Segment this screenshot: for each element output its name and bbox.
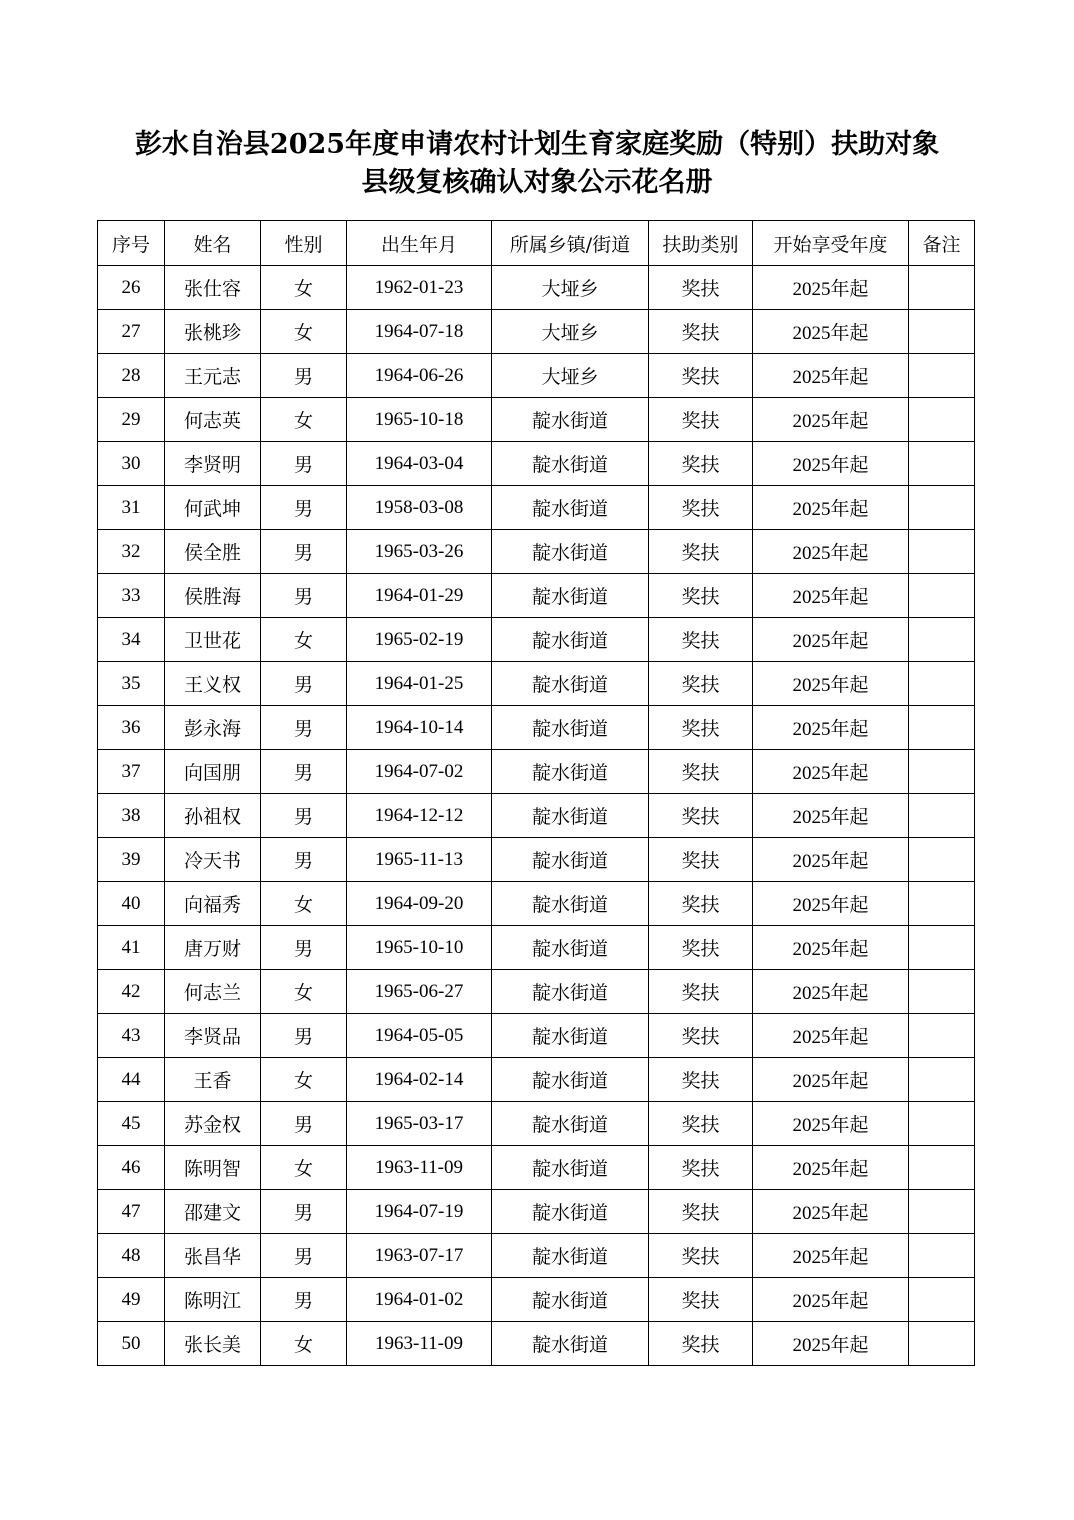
cell-remarks [909, 574, 975, 618]
cell-index: 37 [98, 750, 165, 794]
cell-start-year: 2025年起 [753, 1278, 909, 1322]
cell-gender: 男 [261, 442, 347, 486]
cell-birthdate: 1964-09-20 [347, 882, 492, 926]
cell-index: 39 [98, 838, 165, 882]
cell-birthdate: 1964-02-14 [347, 1058, 492, 1102]
table-row [98, 750, 975, 794]
cell-birthdate: 1964-01-25 [347, 662, 492, 706]
table-row [98, 1146, 975, 1190]
table-row [98, 662, 975, 706]
cell-remarks [909, 1322, 975, 1366]
cell-remarks [909, 926, 975, 970]
table-row [98, 838, 975, 882]
cell-township: 靛水街道 [492, 838, 649, 882]
cell-township: 靛水街道 [492, 1322, 649, 1366]
table-row [98, 1322, 975, 1366]
cell-name: 张昌华 [165, 1234, 261, 1278]
cell-name: 陈明江 [165, 1278, 261, 1322]
table-row [98, 354, 975, 398]
cell-birthdate: 1965-06-27 [347, 970, 492, 1014]
table-row [98, 794, 975, 838]
cell-start-year: 2025年起 [753, 838, 909, 882]
cell-aid-type: 奖扶 [649, 530, 753, 574]
cell-start-year: 2025年起 [753, 926, 909, 970]
cell-birthdate: 1965-11-13 [347, 838, 492, 882]
cell-gender: 男 [261, 1014, 347, 1058]
cell-birthdate: 1964-05-05 [347, 1014, 492, 1058]
cell-name: 邵建文 [165, 1190, 261, 1234]
cell-aid-type: 奖扶 [649, 1014, 753, 1058]
cell-aid-type: 奖扶 [649, 1058, 753, 1102]
cell-remarks [909, 442, 975, 486]
cell-name: 侯全胜 [165, 530, 261, 574]
cell-birthdate: 1965-10-10 [347, 926, 492, 970]
cell-gender: 男 [261, 838, 347, 882]
cell-index: 32 [98, 530, 165, 574]
cell-remarks [909, 354, 975, 398]
table-row [98, 970, 975, 1014]
cell-index: 33 [98, 574, 165, 618]
cell-gender: 男 [261, 662, 347, 706]
cell-township: 靛水街道 [492, 750, 649, 794]
cell-index: 31 [98, 486, 165, 530]
cell-township: 靛水街道 [492, 486, 649, 530]
cell-remarks [909, 486, 975, 530]
cell-gender: 女 [261, 1146, 347, 1190]
cell-gender: 女 [261, 1058, 347, 1102]
cell-remarks [909, 618, 975, 662]
cell-aid-type: 奖扶 [649, 838, 753, 882]
table-row [98, 1278, 975, 1322]
cell-gender: 男 [261, 354, 347, 398]
cell-name: 张桃珍 [165, 310, 261, 354]
cell-birthdate: 1958-03-08 [347, 486, 492, 530]
cell-township: 靛水街道 [492, 1058, 649, 1102]
cell-birthdate: 1964-07-19 [347, 1190, 492, 1234]
table-row [98, 486, 975, 530]
cell-birthdate: 1965-02-19 [347, 618, 492, 662]
cell-birthdate: 1965-03-17 [347, 1102, 492, 1146]
cell-township: 靛水街道 [492, 926, 649, 970]
cell-name: 苏金权 [165, 1102, 261, 1146]
cell-aid-type: 奖扶 [649, 1190, 753, 1234]
cell-index: 35 [98, 662, 165, 706]
cell-name: 何志英 [165, 398, 261, 442]
cell-start-year: 2025年起 [753, 706, 909, 750]
col-header-start-year: 开始享受年度 [753, 221, 909, 266]
cell-start-year: 2025年起 [753, 750, 909, 794]
cell-aid-type: 奖扶 [649, 706, 753, 750]
cell-index: 36 [98, 706, 165, 750]
cell-name: 卫世花 [165, 618, 261, 662]
cell-township: 靛水街道 [492, 706, 649, 750]
cell-birthdate: 1964-01-29 [347, 574, 492, 618]
cell-township: 靛水街道 [492, 1190, 649, 1234]
cell-gender: 男 [261, 750, 347, 794]
cell-aid-type: 奖扶 [649, 618, 753, 662]
cell-birthdate: 1963-07-17 [347, 1234, 492, 1278]
cell-birthdate: 1964-10-14 [347, 706, 492, 750]
cell-start-year: 2025年起 [753, 1190, 909, 1234]
header-row [98, 221, 975, 266]
cell-township: 靛水街道 [492, 442, 649, 486]
col-header-township: 所属乡镇/街道 [492, 221, 649, 266]
col-header-name: 姓名 [165, 221, 261, 266]
cell-start-year: 2025年起 [753, 882, 909, 926]
cell-start-year: 2025年起 [753, 1146, 909, 1190]
cell-name: 向国朋 [165, 750, 261, 794]
table-body [98, 266, 975, 1366]
table-row [98, 574, 975, 618]
table-row [98, 266, 975, 310]
cell-start-year: 2025年起 [753, 574, 909, 618]
col-header-aid-type: 扶助类别 [649, 221, 753, 266]
cell-name: 张仕容 [165, 266, 261, 310]
cell-gender: 男 [261, 1234, 347, 1278]
table-row [98, 1014, 975, 1058]
cell-start-year: 2025年起 [753, 310, 909, 354]
cell-name: 陈明智 [165, 1146, 261, 1190]
roster-table [97, 220, 975, 1366]
cell-index: 38 [98, 794, 165, 838]
cell-birthdate: 1964-12-12 [347, 794, 492, 838]
document-title [0, 126, 1074, 202]
cell-index: 42 [98, 970, 165, 1014]
cell-index: 45 [98, 1102, 165, 1146]
cell-birthdate: 1965-10-18 [347, 398, 492, 442]
cell-remarks [909, 662, 975, 706]
cell-remarks [909, 794, 975, 838]
col-header-index: 序号 [98, 221, 165, 266]
cell-gender: 男 [261, 706, 347, 750]
cell-aid-type: 奖扶 [649, 882, 753, 926]
table-row [98, 1190, 975, 1234]
cell-index: 41 [98, 926, 165, 970]
table-header [98, 221, 975, 266]
table-row [98, 882, 975, 926]
cell-gender: 女 [261, 970, 347, 1014]
cell-aid-type: 奖扶 [649, 574, 753, 618]
cell-index: 44 [98, 1058, 165, 1102]
cell-gender: 男 [261, 794, 347, 838]
cell-remarks [909, 1190, 975, 1234]
cell-birthdate: 1964-06-26 [347, 354, 492, 398]
cell-township: 靛水街道 [492, 1234, 649, 1278]
cell-index: 49 [98, 1278, 165, 1322]
col-header-gender: 性别 [261, 221, 347, 266]
cell-remarks [909, 1234, 975, 1278]
cell-remarks [909, 970, 975, 1014]
cell-township: 靛水街道 [492, 1278, 649, 1322]
cell-index: 43 [98, 1014, 165, 1058]
cell-name: 孙祖权 [165, 794, 261, 838]
cell-index: 48 [98, 1234, 165, 1278]
cell-gender: 女 [261, 310, 347, 354]
table-row [98, 1234, 975, 1278]
cell-aid-type: 奖扶 [649, 926, 753, 970]
table-row [98, 398, 975, 442]
cell-gender: 男 [261, 1102, 347, 1146]
cell-start-year: 2025年起 [753, 970, 909, 1014]
cell-township: 大垭乡 [492, 266, 649, 310]
cell-aid-type: 奖扶 [649, 486, 753, 530]
cell-aid-type: 奖扶 [649, 1102, 753, 1146]
title-line-2: 县级复核确认对象公示花名册 [361, 167, 713, 198]
table-row [98, 310, 975, 354]
cell-aid-type: 奖扶 [649, 354, 753, 398]
cell-index: 29 [98, 398, 165, 442]
cell-start-year: 2025年起 [753, 662, 909, 706]
cell-name: 何武坤 [165, 486, 261, 530]
cell-remarks [909, 882, 975, 926]
cell-birthdate: 1962-01-23 [347, 266, 492, 310]
cell-name: 张长美 [165, 1322, 261, 1366]
cell-remarks [909, 1058, 975, 1102]
cell-index: 34 [98, 618, 165, 662]
cell-township: 靛水街道 [492, 398, 649, 442]
cell-aid-type: 奖扶 [649, 310, 753, 354]
cell-name: 何志兰 [165, 970, 261, 1014]
cell-aid-type: 奖扶 [649, 794, 753, 838]
cell-remarks [909, 266, 975, 310]
cell-name: 王元志 [165, 354, 261, 398]
cell-township: 大垭乡 [492, 310, 649, 354]
cell-start-year: 2025年起 [753, 530, 909, 574]
cell-name: 李贤品 [165, 1014, 261, 1058]
cell-aid-type: 奖扶 [649, 1278, 753, 1322]
cell-gender: 女 [261, 398, 347, 442]
cell-index: 40 [98, 882, 165, 926]
cell-gender: 男 [261, 1190, 347, 1234]
cell-township: 靛水街道 [492, 1014, 649, 1058]
cell-index: 28 [98, 354, 165, 398]
cell-remarks [909, 310, 975, 354]
cell-start-year: 2025年起 [753, 398, 909, 442]
cell-aid-type: 奖扶 [649, 266, 753, 310]
cell-gender: 男 [261, 486, 347, 530]
cell-start-year: 2025年起 [753, 1322, 909, 1366]
cell-remarks [909, 398, 975, 442]
table-row [98, 530, 975, 574]
cell-gender: 男 [261, 574, 347, 618]
cell-township: 靛水街道 [492, 1146, 649, 1190]
cell-aid-type: 奖扶 [649, 442, 753, 486]
cell-birthdate: 1964-03-04 [347, 442, 492, 486]
cell-start-year: 2025年起 [753, 794, 909, 838]
cell-birthdate: 1964-07-18 [347, 310, 492, 354]
table-row [98, 706, 975, 750]
cell-index: 47 [98, 1190, 165, 1234]
cell-aid-type: 奖扶 [649, 1234, 753, 1278]
cell-aid-type: 奖扶 [649, 970, 753, 1014]
cell-index: 46 [98, 1146, 165, 1190]
cell-birthdate: 1963-11-09 [347, 1146, 492, 1190]
cell-township: 大垭乡 [492, 354, 649, 398]
cell-index: 27 [98, 310, 165, 354]
cell-aid-type: 奖扶 [649, 1322, 753, 1366]
cell-gender: 男 [261, 1278, 347, 1322]
cell-aid-type: 奖扶 [649, 1146, 753, 1190]
cell-name: 唐万财 [165, 926, 261, 970]
cell-township: 靛水街道 [492, 882, 649, 926]
cell-remarks [909, 750, 975, 794]
cell-index: 26 [98, 266, 165, 310]
cell-aid-type: 奖扶 [649, 750, 753, 794]
cell-township: 靛水街道 [492, 618, 649, 662]
cell-township: 靛水街道 [492, 662, 649, 706]
cell-remarks [909, 1014, 975, 1058]
cell-birthdate: 1964-01-02 [347, 1278, 492, 1322]
cell-start-year: 2025年起 [753, 354, 909, 398]
cell-start-year: 2025年起 [753, 618, 909, 662]
cell-birthdate: 1964-07-02 [347, 750, 492, 794]
cell-remarks [909, 1278, 975, 1322]
cell-name: 侯胜海 [165, 574, 261, 618]
cell-remarks [909, 706, 975, 750]
cell-remarks [909, 530, 975, 574]
cell-name: 王义权 [165, 662, 261, 706]
cell-aid-type: 奖扶 [649, 662, 753, 706]
cell-birthdate: 1965-03-26 [347, 530, 492, 574]
cell-start-year: 2025年起 [753, 1014, 909, 1058]
cell-start-year: 2025年起 [753, 266, 909, 310]
table-row [98, 1102, 975, 1146]
table-row [98, 926, 975, 970]
col-header-remarks: 备注 [909, 221, 975, 266]
cell-gender: 女 [261, 1322, 347, 1366]
cell-name: 王香 [165, 1058, 261, 1102]
cell-gender: 女 [261, 882, 347, 926]
title-line-1: 彭水自治县2025年度申请农村计划生育家庭奖励（特别）扶助对象 [134, 129, 940, 160]
cell-start-year: 2025年起 [753, 486, 909, 530]
cell-start-year: 2025年起 [753, 1102, 909, 1146]
table-row [98, 442, 975, 486]
cell-remarks [909, 838, 975, 882]
cell-start-year: 2025年起 [753, 1058, 909, 1102]
cell-remarks [909, 1102, 975, 1146]
cell-gender: 男 [261, 926, 347, 970]
cell-name: 彭永海 [165, 706, 261, 750]
table-row [98, 618, 975, 662]
cell-name: 冷天书 [165, 838, 261, 882]
cell-township: 靛水街道 [492, 794, 649, 838]
cell-township: 靛水街道 [492, 1102, 649, 1146]
cell-birthdate: 1963-11-09 [347, 1322, 492, 1366]
cell-township: 靛水街道 [492, 970, 649, 1014]
cell-start-year: 2025年起 [753, 1234, 909, 1278]
cell-gender: 男 [261, 530, 347, 574]
cell-index: 50 [98, 1322, 165, 1366]
cell-index: 30 [98, 442, 165, 486]
cell-remarks [909, 1146, 975, 1190]
cell-name: 向福秀 [165, 882, 261, 926]
table-row [98, 1058, 975, 1102]
cell-township: 靛水街道 [492, 574, 649, 618]
cell-gender: 女 [261, 266, 347, 310]
cell-start-year: 2025年起 [753, 442, 909, 486]
cell-aid-type: 奖扶 [649, 398, 753, 442]
cell-gender: 女 [261, 618, 347, 662]
cell-township: 靛水街道 [492, 530, 649, 574]
col-header-birthdate: 出生年月 [347, 221, 492, 266]
cell-name: 李贤明 [165, 442, 261, 486]
